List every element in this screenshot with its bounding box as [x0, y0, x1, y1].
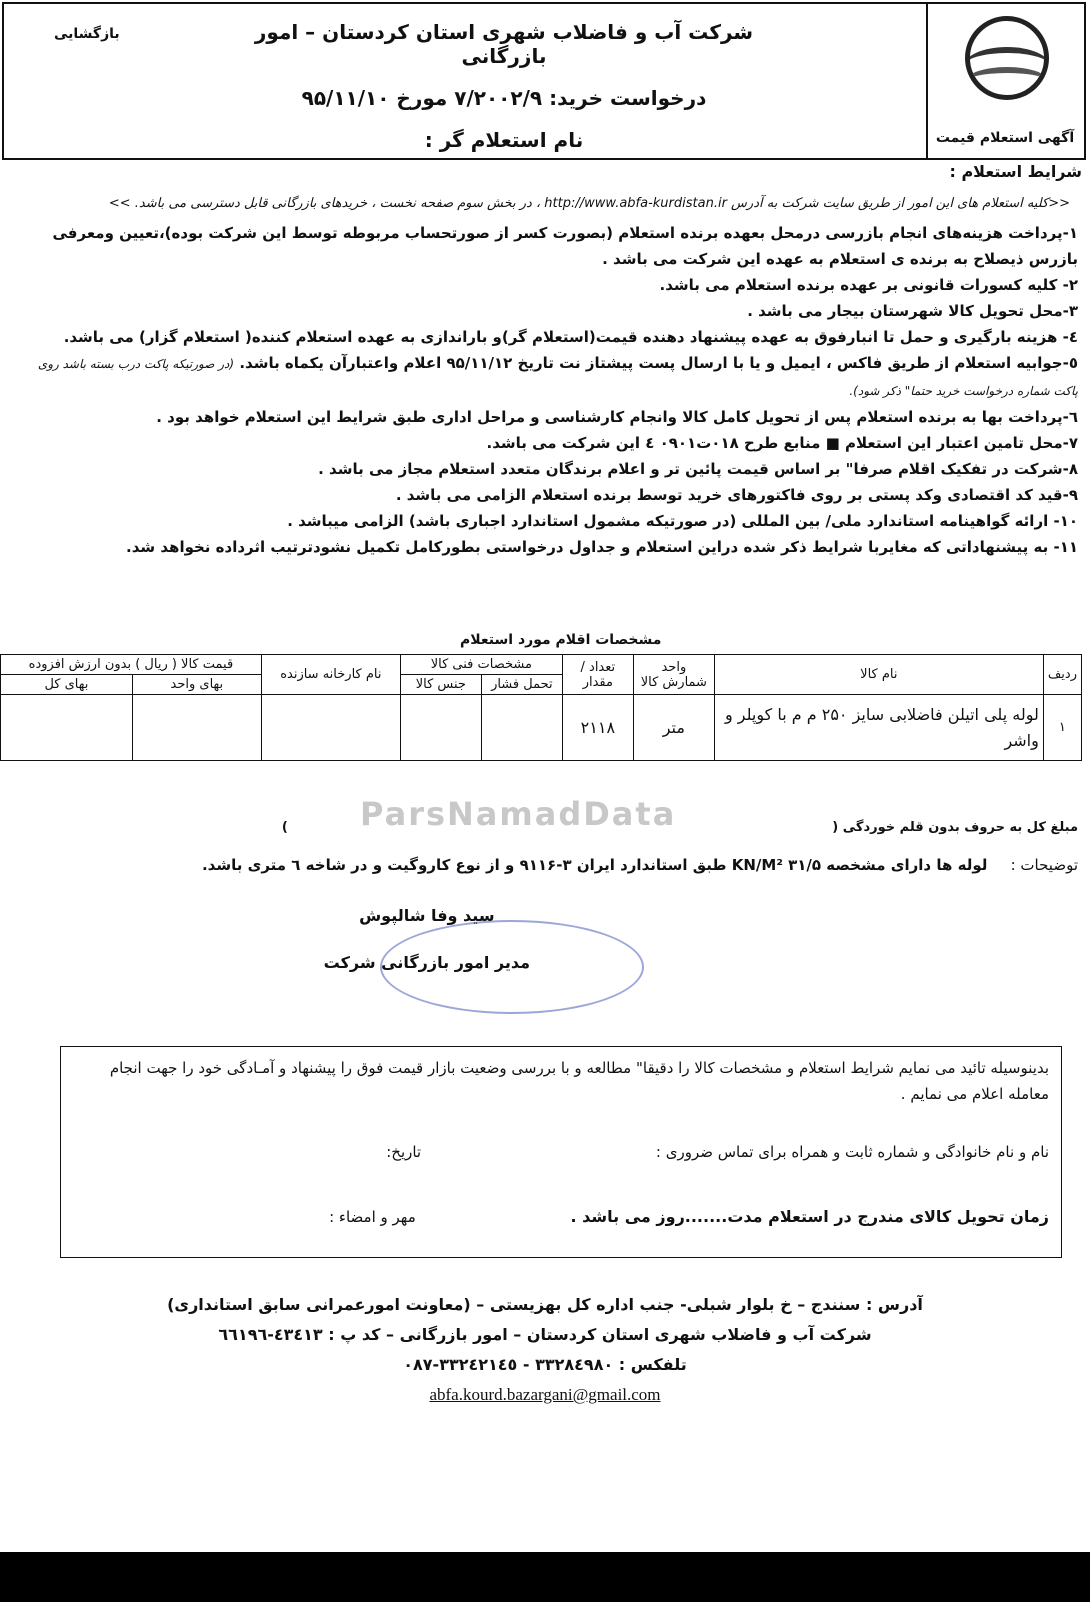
total-in-words: مبلغ کل به حروف بدون قلم خوردگی ( )	[281, 820, 1078, 835]
company-logo-icon	[965, 16, 1049, 100]
conditions-title: شرایط استعلام :	[949, 162, 1082, 181]
condition-item-10: ١٠- ارائه گواهینامه استاندارد ملی/ بین المللی (در صورتیکه مشمول استاندارد اجباری باشد) الزامی میباشد .	[287, 512, 1078, 530]
cell-maker	[261, 695, 400, 761]
opening-tag: بازگشایی	[54, 26, 120, 42]
date-label: تاریخ:	[386, 1143, 422, 1161]
condition-item-7: ٧-محل تامین اعتبار این استعلام ■ منابع طرح ۰۱۸ت۰۹۰۱ ٤ این شرکت می باشد.	[486, 434, 1078, 452]
footer-company: شرکت آب و فاضلاب شهری استان کردستان – امور بازرگانی – کد پ : ٤٣٤١٣-٦٦١٩٦	[218, 1325, 872, 1344]
table-title: مشخصات اقلام مورد استعلام	[460, 632, 662, 648]
notes-text: لوله ها دارای مشخصه KN/M² ۳۱/۵ طبق استاندارد ایران ۳-۹۱۱۶ و از نوع کاروگیت و در شاخه ٦ متری باشد.	[201, 856, 988, 874]
cell-name: لوله پلی اتیلن فاضلابی سایز ۲۵۰ م م با کوپلر و واشر	[714, 695, 1043, 761]
cell-row: ١	[1043, 695, 1081, 761]
conditions-list	[10, 220, 1078, 560]
footer-fax: تلفکس : ۳۳۲۸٤۹۸۰ - ۳۳۲٤۲۱٤٥-۰۸۷	[403, 1355, 687, 1374]
cell-pressure	[481, 695, 562, 761]
cell-unit-price	[132, 695, 261, 761]
footer-email[interactable]: abfa.kourd.bazargani@gmail.com	[429, 1385, 661, 1404]
cell-material	[400, 695, 481, 761]
signature-block	[324, 906, 530, 1000]
footer	[0, 1290, 1090, 1410]
condition-item-5: ٥-جوابیه استعلام از طریق فاکس ، ایمیل و یا با ارسال پست پیشتاز نت تاریخ ۹۵/۱۱/۱۲ اعلام واعتبارآن یکماه باشد. (در صورتیکه پاکت درب بسته باشد روی پاکت شماره درخواست خرید حتما" ذکر شود).	[37, 354, 1078, 398]
th-pressure: تحمل فشار	[481, 675, 562, 695]
footer-address: آدرس : سنندج – خ بلوار شبلی- جنب اداره کل بهزیستی – (معاونت امورعمرانی سابق استانداری)	[167, 1295, 923, 1314]
watermark: ParsNamadData	[360, 795, 677, 833]
inquirer-name: نام استعلام گر :	[424, 128, 584, 152]
table-row	[1, 695, 1082, 761]
th-row: ردیف	[1043, 655, 1081, 695]
th-material: جنس کالا	[400, 675, 481, 695]
condition-item-9: ٩-قید کد اقتصادی وکد پستی بر روی فاکتورهای خرید توسط برنده استعلام الزامی می باشد .	[395, 486, 1078, 504]
logo-panel	[926, 4, 1084, 158]
condition-item-4: ٤- هزینه بارگیری و حمل تا انبارفوق به عهده پیشنهاد دهنده قیمت(استعلام گر)و باراندازی به عهده استعلام کننده( استعلام گزار) می باشد.	[63, 328, 1078, 346]
confirm-text: بدینوسیله تائید می نمایم شرایط استعلام و مشخصات کالا را دقیقا" مطالعه و با بررسی وضعیت بازار قیمت فوق را پیشنهاد و آمـادگی خود را جهت انجام معامله اعلام می نمایم .	[109, 1059, 1049, 1103]
signer-name: سید وفا شالپوش	[359, 906, 495, 925]
items-table	[0, 654, 1082, 761]
delivery-text: زمان تحویل کالای مندرج در استعلام مدت.......روز می باشد .	[570, 1207, 1049, 1226]
cell-unit: متر	[633, 695, 714, 761]
th-unit: واحد شمارش کالا	[633, 655, 714, 695]
condition-item-11: ١١- به پیشنهاداتی که مغایربا شرایط ذکر شده دراین استعلام و جداول درخواستی بطورکامل تکمیل نشودترتیب اثرداده نخواهد شد.	[126, 538, 1078, 556]
seal-label: مهر و امضاء :	[329, 1208, 416, 1226]
th-maker: نام کارخانه سازنده	[261, 655, 400, 695]
cell-qty: ۲۱۱۸	[562, 695, 633, 761]
condition-item-8: ٨-شرکت در تفکیک اقلام صرفا" بر اساس قیمت پائین تر و اعلام برندگان متعدد استعلام مجاز می باشد .	[318, 460, 1078, 478]
header-box	[2, 2, 1086, 160]
conditions-note: <<کلیه استعلام های این امور از طریق سایت شرکت به آدرس http://www.abfa-kurdistan.ir ، در بخش سوم صفحه نخست ، خریدهای بازرگانی قابل دسترسی می باشد. >>	[108, 196, 1070, 211]
cell-total-price	[1, 695, 133, 761]
condition-item-2: ۲- کلیه کسورات قانونی بر عهده برنده استعلام می باشد.	[659, 276, 1078, 294]
signer-title: مدیر امور بازرگانی شرکت	[323, 953, 530, 972]
condition-item-6: ٦-پرداخت بها به برنده استعلام پس از تحویل کامل کالا وانجام کارشناسی و مراحل اداری طبق شرایط این استعلام خواهد بود .	[156, 408, 1078, 426]
scan-edge	[0, 1552, 1090, 1602]
th-price: قیمت کالا ( ریال ) بدون ارزش افزوده	[1, 655, 262, 675]
th-name: نام کالا	[714, 655, 1043, 695]
th-total-price: بهای کل	[1, 675, 133, 695]
condition-item-5-note: (در صورتیکه پاکت درب بسته باشد روی پاکت شماره درخواست خرید حتما" ذکر شود).	[37, 357, 1078, 398]
th-qty: تعداد / مقدار	[562, 655, 633, 695]
delivery-line	[329, 1207, 1049, 1226]
condition-item-3: ۳-محل تحویل کالا شهرستان بیجار می باشد .	[747, 302, 1078, 320]
th-unit-price: بهای واحد	[132, 675, 261, 695]
header-titles	[224, 20, 784, 170]
notes	[202, 856, 1078, 874]
confirmation-box	[60, 1046, 1062, 1258]
th-tech: مشخصات فنی کالا	[400, 655, 562, 675]
company-title: شرکت آب و فاضلاب شهری استان کردستان – امور بازرگانی	[254, 20, 754, 68]
notes-label: توضیحات :	[1010, 856, 1078, 874]
contact-line: نام و نام خانوادگی و شماره ثابت و همراه برای تماس ضروری : تاریخ:	[386, 1143, 1049, 1161]
purchase-request: درخواست خرید: ۷/۲۰۰۲/۹ مورخ ۹۵/۱۱/۱۰	[301, 86, 707, 110]
condition-item-1: ۱-پرداخت هزینه‌های انجام بازرسی درمحل بعهده برنده استعلام (بصورت کسر از صورتحساب مربوطه توسط این شرکت بوده)،تعیین ومعرفی بازرس ذیصلاح به برنده ی استعلام به عهده این شرکت می باشد .	[52, 224, 1078, 268]
notice-label: آگهی استعلام قیمت	[935, 130, 1075, 146]
